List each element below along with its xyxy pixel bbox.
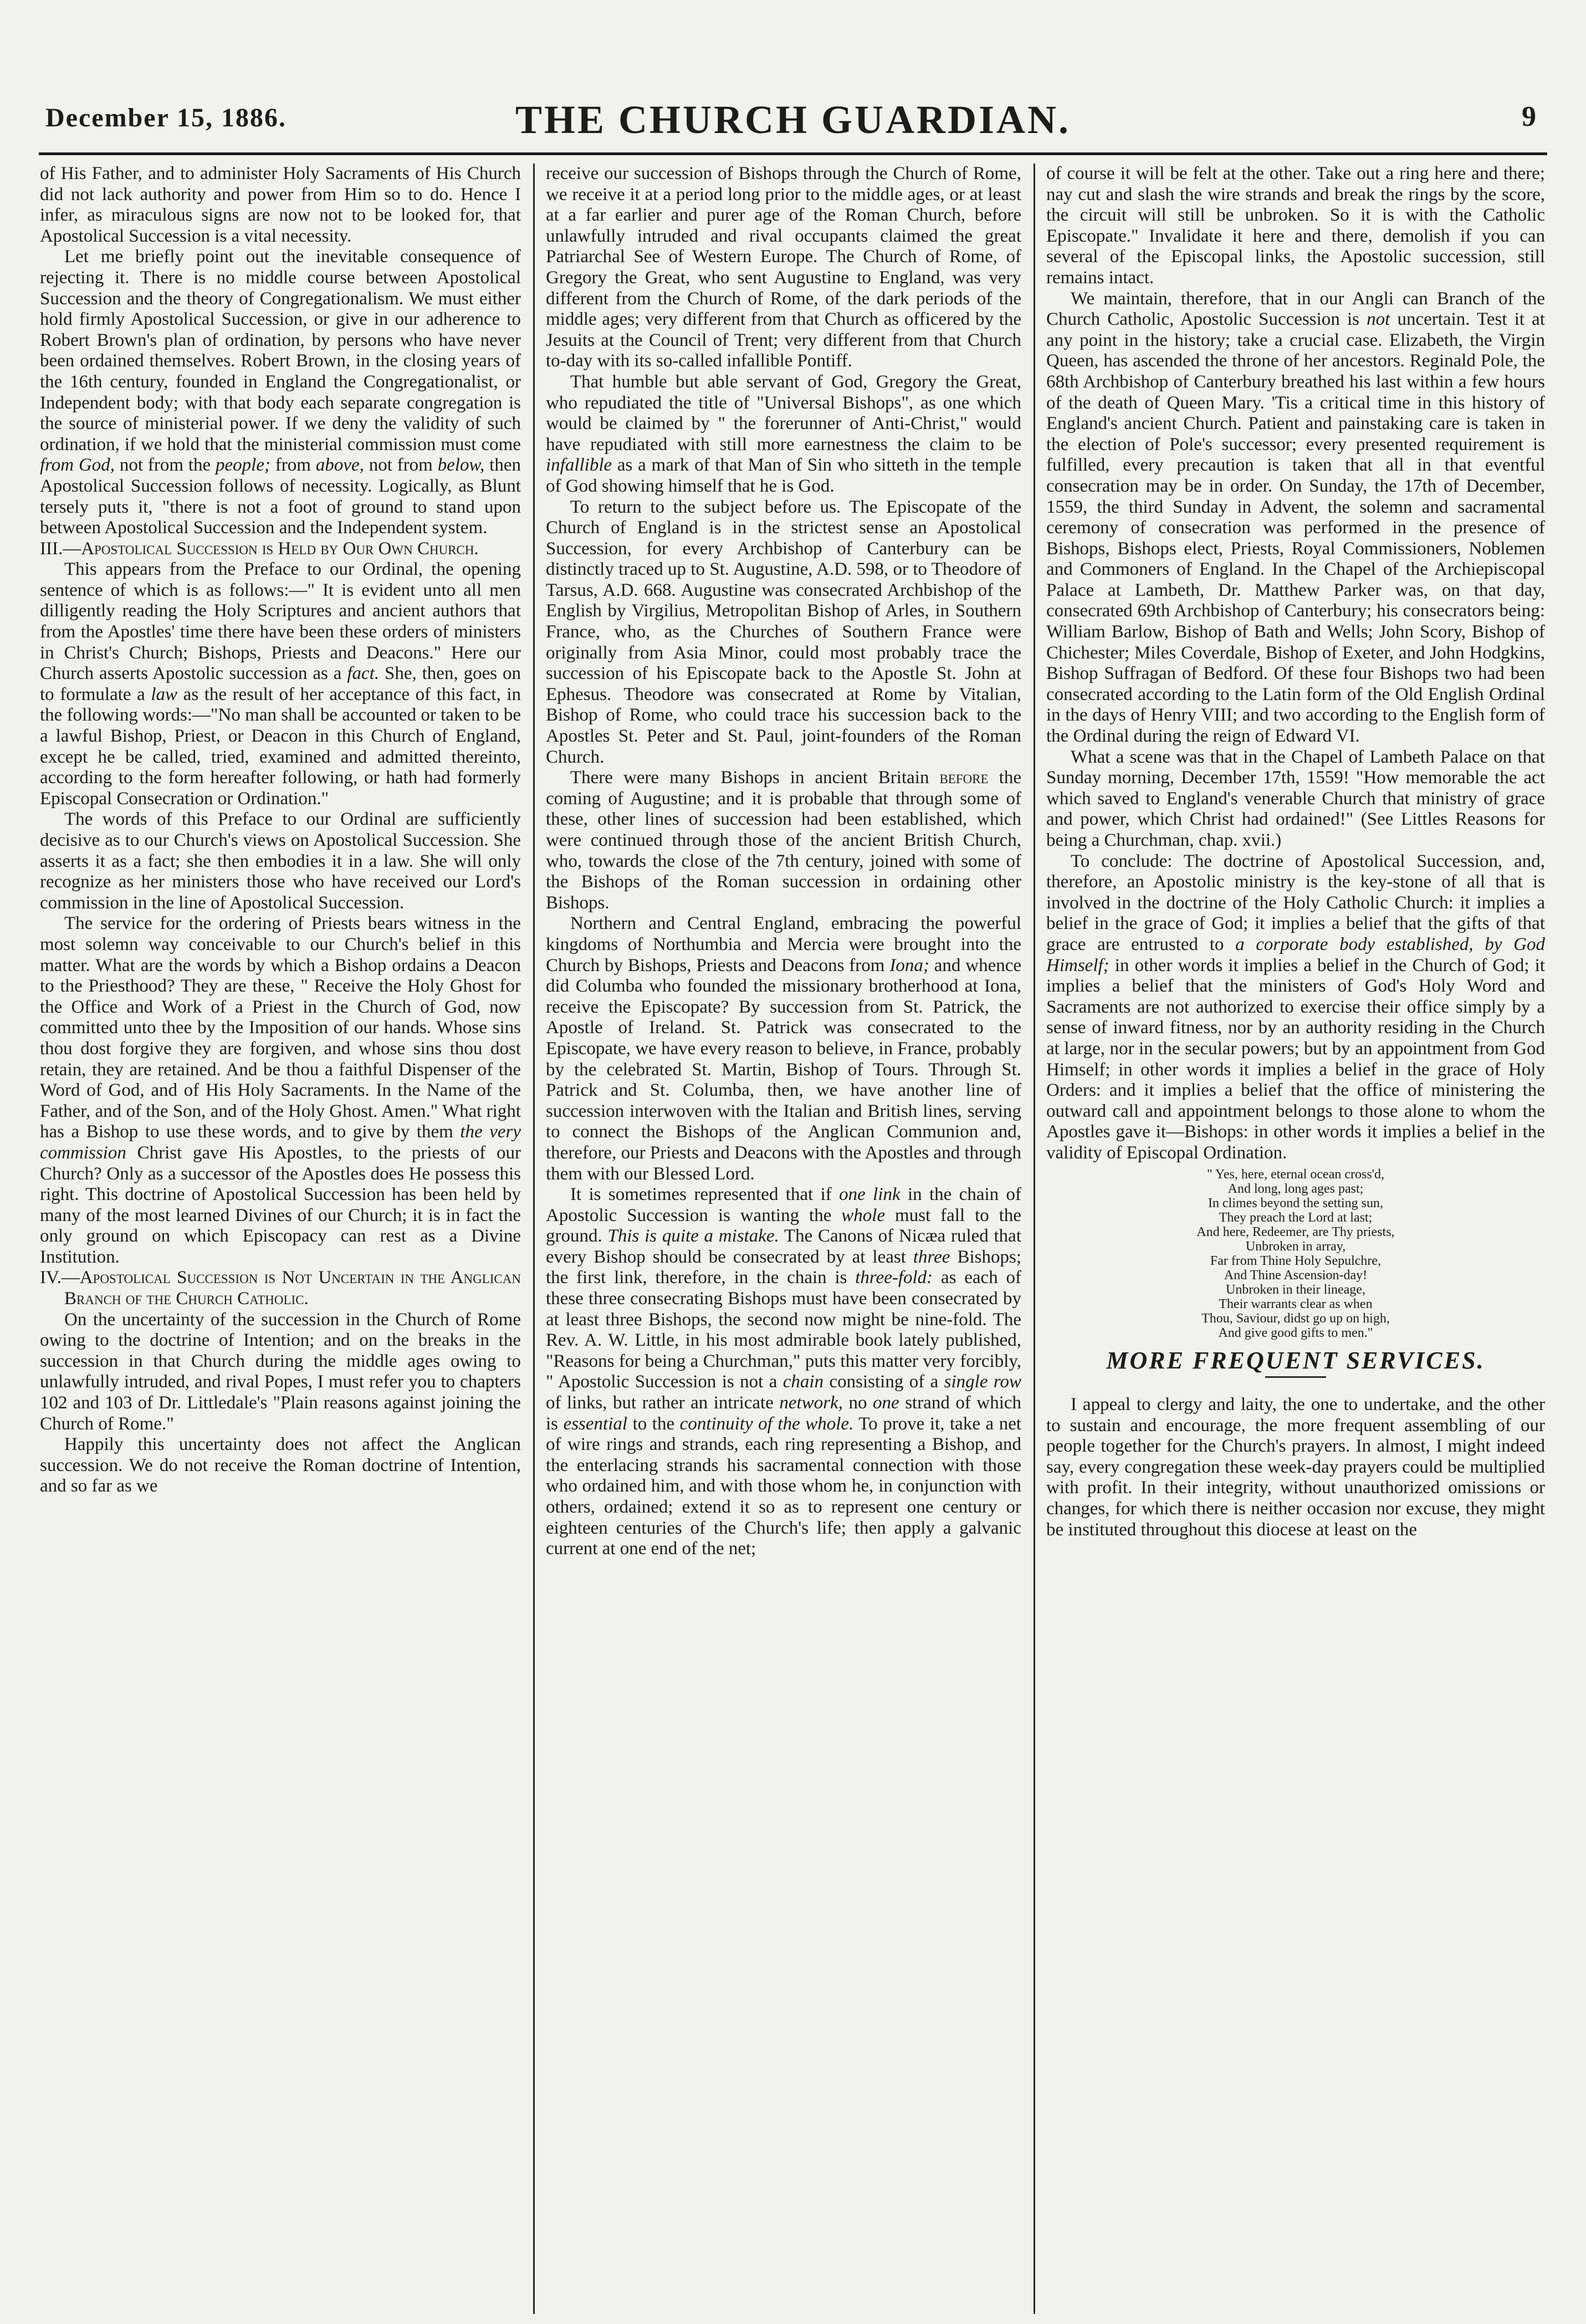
paragraph: receive our succession of Bishops through the Church of Rome, we receive it at a period long prior to the middle ages, or at least at a far earlier and purer age of the Roman Church, before unlawfully intruded and rival occupants claimed the great Patriarchal See of Western Europe. The Church of Rome, of Gregory the Great, who sent Augustine to England, was very different from the Church of Rome, of the dark periods of the middle ages; very different from that Church as officered by the Jesuits at the Council of Trent; very different from that Church to-day with its so-called infallible Pontiff.: [546, 164, 1021, 371]
paragraph: That humble but able servant of God, Gregory the Great, who repudiated the title of "Universal Bishops", as one which would be claimed by " the forerunner of Anti-Christ," would have repudiated with still more earnestness the claim to be infallible as a mark of that Man of Sin who sitteth in the temple of God showing himself that he is God.: [546, 371, 1021, 496]
poem-line: They preach the Lord at last;: [1219, 1210, 1373, 1225]
paragraph: To conclude: The doctrine of Apostolical Succession, and, therefore, an Apostolic ministry is the key-stone of all that is involved in the doctrine of the Holy Catholic Church: it implies a belief in the grace of God; it implies a belief that the gifts of that grace are entrusted to a corporate body established, by God Himself; in other words it implies a belief in the Church of God; it implies a belief that the ministers of God's Holy Word and Sacraments are not authorized to exercise their office simply by a sense of inward fitness, nor by an authority residing in the Church at large, nor in the secular powers; but by an appointment from God Himself; in other words it implies a belief in the grace of Holy Orders: and it implies a belief that the office of ministering the outward call and appointment belongs to those alone to whom the Apostles gave it—Bishops: in other words it implies a belief in the validity of Episcopal Ordination.: [1046, 851, 1545, 1163]
section-heading: III.—Apostolical Succession is Held by Our Own Church.: [40, 538, 479, 559]
poem-line: And here, Redeemer, are Thy priests,: [1196, 1224, 1395, 1239]
column-rule: [1034, 164, 1035, 2314]
paragraph: To return to the subject before us. The Episcopate of the Church of England is in the strictest sense an Apostolical Succession, for every Archbishop of Canterbury can be distinctly traced up to St. Augustine, A.D. 598, or to Theodore of Tarsus, A.D. 668. Augustine was consecrated Archbishop of the English by Virgilius, Metropolitan Bishop of Arles, in Southern France, who, as the Churches of Southern France were originally from Asia Minor, could most probably trace the succession of his Episcopate back to the Apostle St. John at Ephesus. Theodore was consecrated at Rome by Vitalian, Bishop of Rome, who could trace his succession back to the Apostles St. Peter and St. Paul, joint-founders of the Roman Church.: [546, 497, 1021, 767]
paragraph: We maintain, therefore, that in our Angli can Branch of the Church Catholic, Apostolic Succession is not uncertain. Test it at any point in the history; take a crucial case. Elizabeth, the Virgin Queen, has ascended the throne of her ancestors. Reginald Pole, the 68th Archbishop of Canterbury breathed his last within a few hours of the death of Queen Mary. 'Tis a critical time in this history of England's ancient Church. Patient and painstaking care is taken in the election of Pole's successor; every presented requirement is fulfilled, every precaution is taken that all in that eventful consecration may be in order. On Sunday, the 17th of December, 1559, the third Sunday in Advent, the solemn and sacramental ceremony of consecration was performed in the presence of Bishops, Bishops elect, Priests, Royal Commissioners, Noblemen and Commoners of England. In the Chapel of the Archiepiscopal Palace at Lambeth, Dr. Matthew Parker was, on that day, consecrated 69th Archbishop of Canterbury; his consecrators being: William Barlow, Bishop of Bath and Wells; John Scory, Bishop of Chichester; Miles Coverdale, Bishop of Exeter, and John Hodgkins, Bishop Suffragan of Bedford. Of these four Bishops two had been consecrated according to the Latin form of the Old English Ordinal in the days of Henry VIII; and two according to the English form of the Ordinal during the reign of Edward VI.: [1046, 288, 1545, 747]
divider: [1265, 1376, 1326, 1378]
paragraph: I appeal to clergy and laity, the one to undertake, and the other to sustain and encourage, the more frequent assembling of our people together for the Church's prayers. In almost, I might indeed say, every congregation these week-day prayers could be multiplied with profit. In their integrity, without unauthorized omissions or changes, for which there is neither occasion nor excuse, they might be instituted throughout this diocese at least on the: [1046, 1395, 1545, 1540]
paragraph: This appears from the Preface to our Ordinal, the opening sentence of which is as follows:—" It is evident unto all men dilligently reading the Holy Scriptures and ancient authors that from the Apostles' time there have been these orders of ministers in Christ's Church; Bishops, Priests and Deacons." Here our Church asserts Apostolic succession as a fact. She, then, goes on to formulate a law as the result of her acceptance of this fact, in the following words:—"No man shall be accounted or taken to be a lawful Bishop, Priest, or Deacon in this Church of England, except he be called, tried, examined and admitted thereinto, according to the form hereafter following, or hath had formerly Episcopal Consecration or Ordination.": [40, 559, 521, 809]
poem: [1046, 1167, 1545, 1340]
poem-line: Unbroken in their lineage,: [1226, 1282, 1365, 1297]
paragraph: Northern and Central England, embracing the powerful kingdoms of Northumbia and Mercia were brought into the Church by Bishops, Priests and Deacons from Iona; and whence did Columba who founded the missionary brotherhood at Iona, receive the Episcopate? By succession from St. Patrick, the Apostle of Ireland. St. Patrick was consecrated to the Episcopate, we have every reason to believe, in France, probably by the celebrated St. Martin, Bishop of Tours. Through St. Patrick and St. Columba, then, we have another line of succession interwoven with the Italian and British lines, serving to connect the Bishops of the Anglican Communion and, therefore, our Priests and Deacons with the Apostles and through them with our Blessed Lord.: [546, 913, 1021, 1184]
poem-line: And long, long ages past;: [1227, 1181, 1364, 1196]
column-3: [1046, 164, 1545, 2314]
poem-line: Thou, Saviour, didst go up on high,: [1201, 1311, 1390, 1326]
article-heading: MORE FREQUENT SERVICES.: [1106, 1346, 1485, 1374]
paragraph: What a scene was that in the Chapel of Lambeth Palace on that Sunday morning, December 17th, 1559! "How memorable the act which saved to England's venerable Church that ministry of grace and power, which Christ had ordained!" (See Littles Reasons for being a Churchman, chap. xvii.): [1046, 747, 1545, 850]
paragraph: It is sometimes represented that if one link in the chain of Apostolic Succession is wanting the whole must fall to the ground. This is quite a mistake. The Canons of Nicæa ruled that every Bishop should be consecrated by at least three Bishops; the first link, therefore, in the chain is three-fold: as each of these three consecrating Bishops must have been consecrated by at least three Bishops, the second now might be nine-fold. The Rev. A. W. Little, in his most admirable book lately published, "Reasons for being a Churchman," puts this matter very forcibly, " Apostolic Succession is not a chain consisting of a single row of links, but rather an intricate network, no one strand of which is essential to the continuity of the whole. To prove it, take a net of wire rings and strands, each ring representing a Bishop, and the enterlacing strands his sacramental connection with those who ordained him, and with those whom he, in conjunction with others, ordained; extend it so as to represent one century or eighteen centuries of the Church's life; then apply a galvanic current at one end of the net;: [546, 1184, 1021, 1559]
poem-line: And give good gifts to men.": [1218, 1325, 1373, 1340]
paragraph: of course it will be felt at the other. Take out a ring here and there; nay cut and slash the wire strands and break the rings by the score, the circuit will still be unbroken. So it is with the Catholic Episcopate." Invalidate it here and there, demolish if you can several of the Episcopal links, the Apostolic succession, still remains intact.: [1046, 164, 1545, 288]
paragraph: The words of this Preface to our Ordinal are sufficiently decisive as to our Church's views on Apostolical Succession. She asserts it as a fact; she then embodies it in a law. She will only recognize as her ministers those who have received our Lord's commission in the line of Apostolical Succession.: [40, 809, 521, 913]
poem-line: In climes beyond the setting sun,: [1208, 1196, 1383, 1210]
poem-line: Their warrants clear as when: [1219, 1296, 1373, 1311]
issue-date: December 15, 1886.: [45, 103, 286, 132]
page-number: 9: [1522, 101, 1536, 132]
masthead: [39, 91, 1547, 155]
paragraph: Happily this uncertainty does not affect the Anglican succession. We do not receive the Roman doctrine of Intention, and so far as we: [40, 1434, 521, 1496]
section-heading: IV.—Apostolical Succession is Not Uncertain in the Anglican Branch of the Church Catholic.: [40, 1268, 521, 1309]
column-1: [40, 164, 521, 2314]
paragraph: Let me briefly point out the inevitable consequence of rejecting it. There is no middle course between Apostolical Succession and the theory of Congregationalism. We must either hold firmly Apostolical Succession, or give in our adherence to Robert Brown's plan of ordination, by persons who have never been ordained themselves. Robert Brown, in the closing years of the 16th century, founded in England the Congregationalist, or Independent body; with that body each separate congregation is the source of ministerial power. If we deny the validity of such ordination, if we hold that the ministerial commission must come from God, not from the people; from above, not from below, then Apostolical Succession follows of necessity. Logically, as Blunt tersely puts it, "there is not a foot of ground to stand upon between Apostolical Succession and the Independent system.: [40, 247, 521, 538]
paragraph: There were many Bishops in ancient Britain before the coming of Augustine; and it is probable that through some of these, other lines of succession had been established, which were continued through those of the ancient British Church, who, towards the close of the 7th century, joined with some of the Bishops of the Roman succession in ordaining other Bishops.: [546, 768, 1021, 913]
paragraph: of His Father, and to administer Holy Sacraments of His Church did not lack authority and power from Him so to do. Hence I infer, as miraculous signs are now not to be looked for, that Apostolical Succession is a vital necessity.: [40, 164, 521, 246]
paragraph: The service for the ordering of Priests bears witness in the most solemn way conceivable to our Church's belief in this matter. What are the words by which a Bishop ordains a Deacon to the Priesthood? They are these, " Receive the Holy Ghost for the Office and Work of a Priest in the Church of God, now committed unto thee by the Imposition of our hands. Whose sins thou dost forgive they are forgiven, and whose sins thou dost retain, they are retained. And be thou a faithful Dispenser of the Word of God, and of His Holy Sacraments. In the Name of the Father, and of the Son, and of the Holy Ghost. Amen." What right has a Bishop to use these words, and to give by them the very commission Christ gave His Apostles, to the priests of our Church? Only as a successor of the Apostles does He possess this right. This doctrine of Apostolical Succession has been held by many of the most learned Divines of our Church; it is in fact the only ground on which Episcopacy can rest as a Divine Institution.: [40, 913, 521, 1267]
newspaper-title: THE CHURCH GUARDIAN.: [515, 98, 1071, 142]
poem-line: Unbroken in array,: [1245, 1239, 1346, 1254]
poem-line: And Thine Ascension-day!: [1224, 1268, 1368, 1283]
poem-line: " Yes, here, eternal ocean cross'd,: [1206, 1167, 1384, 1182]
column-rule: [533, 164, 535, 2314]
column-2: [546, 164, 1021, 2314]
paragraph: On the uncertainty of the succession in the Church of Rome owing to the doctrine of Intention; and on the breaks in the succession in that Church during the middle ages owing to unlawfully intruded, and rival Popes, I must refer you to chapters 102 and 103 of Dr. Littledale's "Plain reasons against joining the Church of Rome.": [40, 1309, 521, 1434]
poem-line: Far from Thine Holy Sepulchre,: [1210, 1253, 1382, 1268]
